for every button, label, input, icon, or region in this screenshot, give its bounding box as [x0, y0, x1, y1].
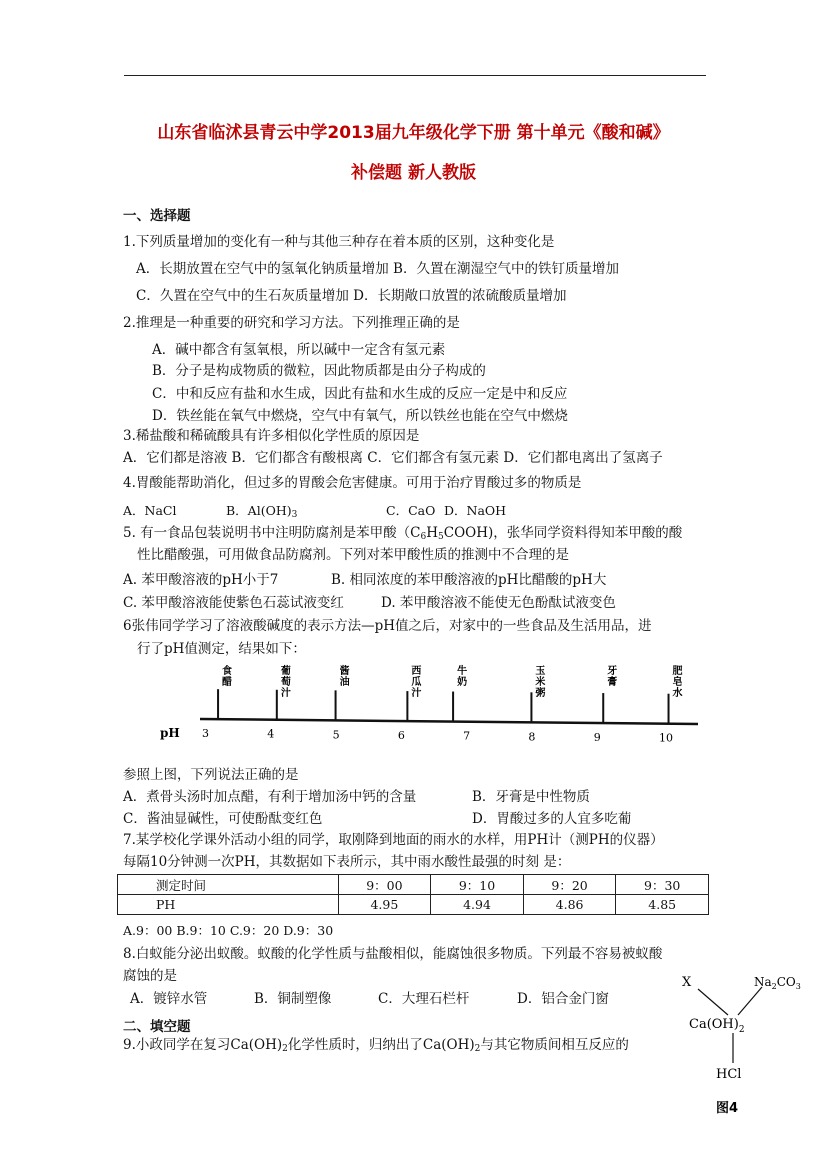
q3-stem: 3.稀盐酸和稀硫酸具有许多相似化学性质的原因是	[123, 428, 420, 444]
q8-option-c: C．大理石栏杆	[378, 991, 470, 1007]
q9-stem: 9.小政同学在复习$Ca(OH)_2$化学性质时，归纳出了$Ca(OH)_2$与其它物质间相互反应的	[123, 1037, 629, 1054]
fig4-na2co3-label: $Na_2CO_3$	[754, 975, 801, 991]
ph-tick-label: 3	[202, 727, 209, 741]
q6-option-d: D．胃酸过多的人宜多吃葡	[472, 811, 632, 827]
fig4-caption: 图4	[716, 1101, 739, 1116]
table-cell: 9：30	[616, 875, 709, 895]
table-cell: 4.85	[616, 895, 709, 915]
section-heading-choice: 一、选择题	[123, 208, 191, 224]
q5-stem-line2: 性比醋酸强，可用做食品防腐剂。下列对苯甲酸性质的推测中不合理的是	[137, 547, 569, 563]
table-cell: 9：20	[523, 875, 616, 895]
ph-item-label: 西瓜汁	[411, 666, 422, 699]
q1-options-cd: C．久置在空气中的生石灰质量增加 D．长期敞口放置的浓硫酸质量增加	[136, 288, 567, 304]
ph-axis-label: pH	[160, 726, 180, 740]
q5-stem: 5. 有一食品包装说明书中注明防腐剂是苯甲酸$(C_6H_5COOH)$，张华同学资料得知苯甲酸的酸	[123, 525, 683, 542]
q5-option-c: C. 苯甲酸溶液能使紫色石蕊试液变红	[123, 595, 344, 611]
ph-item-label: 牙膏	[607, 666, 618, 688]
table-cell: 4.86	[523, 895, 616, 915]
table-cell: 9：10	[431, 875, 524, 895]
q6-stem-line2: 行了pH值测定，结果如下：	[137, 641, 306, 657]
table-cell: 4.94	[431, 895, 524, 915]
q1-stem: 1.下列质量增加的变化有一种与其他三种存在着本质的区别，这种变化是	[123, 234, 555, 250]
table-row	[118, 895, 709, 915]
fig4-hcl-label: HCl	[716, 1067, 742, 1082]
q6-stem: 6张伟同学学习了溶液酸碱度的表示方法—pH值之后，对家中的一些食品及生活用品，进	[123, 618, 652, 634]
section-heading-fill: 二、填空题	[123, 1019, 191, 1035]
q4-option-a: A．NaCl	[123, 503, 177, 518]
q8-stem-line2: 腐蚀的是	[123, 968, 177, 984]
q6-option-b: B．牙膏是中性物质	[472, 789, 590, 805]
q2-option-d: D．铁丝能在氧气中燃烧，空气中有氧气，所以铁丝也能在空气中燃烧	[152, 408, 568, 424]
ph-tick-label: 7	[463, 729, 471, 743]
table-cell: 9：00	[338, 875, 431, 895]
q4-option-d: D．NaOH	[444, 503, 507, 518]
q6-option-c: C．酱油显碱性，可使酚酞变红色	[123, 811, 323, 827]
q8-option-a: A．镀锌水管	[130, 991, 208, 1007]
ph-tick-label: 4	[267, 727, 275, 741]
ph-item-label: 玉米粥	[535, 666, 546, 699]
ph-item-label: 葡萄汁	[280, 666, 291, 699]
q5-option-d: D. 苯甲酸溶液不能使无色酚酞试液变色	[381, 595, 616, 611]
header-rule	[124, 75, 706, 76]
fig4-line-na	[738, 987, 762, 1015]
q5-option-a: A. 苯甲酸溶液的pH小于7	[123, 572, 279, 588]
ph-tick-label: 5	[332, 728, 340, 742]
table-row	[118, 875, 709, 895]
q6-option-a: A．煮骨头汤时加点醋，有利于增加汤中钙的含量	[123, 789, 417, 805]
fig4-x-label: X	[682, 975, 692, 990]
figure-4-diagram	[676, 965, 816, 1120]
table-cell: 4.95	[338, 895, 431, 915]
page-title: 山东省临沭县青云中学2013届九年级化学下册 第十单元《酸和碱》	[157, 123, 670, 143]
ph-data-table	[117, 874, 709, 915]
ph-tick-label: 9	[593, 730, 601, 744]
fig4-center-label: $Ca(OH)_2$	[689, 1017, 745, 1035]
ph-tick-label: 8	[528, 730, 536, 744]
q2-option-a: A．碱中都含有氢氧根，所以碱中一定含有氢元素	[152, 342, 446, 358]
q8-option-d: D．铝合金门窗	[517, 991, 609, 1007]
q3-options: A．它们都是溶液 B．它们都含有酸根离 C．它们都含有氢元素 D．它们都电离出了氢离子	[123, 450, 663, 466]
q7-options: A.9：00 B.9：10 C.9：20 D.9：30	[123, 923, 334, 938]
q5-option-b: B. 相同浓度的苯甲酸溶液的pH比醋酸的pH大	[331, 572, 607, 588]
q4-option-b: B．$Al(OH)_3$	[226, 503, 298, 520]
q4-option-c: C．CaO	[386, 503, 436, 518]
q2-stem: 2.推理是一种重要的研究和学习方法。下列推理正确的是	[123, 315, 460, 331]
q6-prompt: 参照上图，下列说法正确的是	[123, 767, 299, 783]
ph-axis-line	[200, 719, 698, 724]
page-title-line2: 补偿题 新人教版	[351, 163, 476, 183]
ph-item-label: 食醋	[222, 666, 233, 688]
ph-tick-label: 6	[397, 729, 405, 743]
fig4-line-x	[698, 989, 728, 1015]
ph-item-label: 牛奶	[457, 666, 468, 688]
ph-scale-figure	[150, 662, 710, 752]
q1-options-ab: A．长期放置在空气中的氢氧化钠质量增加 B．久置在潮湿空气中的铁钉质量增加	[136, 261, 619, 277]
q8-option-b: B．铜制塑像	[254, 991, 332, 1007]
ph-tick-label: 10	[659, 731, 673, 745]
ph-item-label: 酱油	[339, 666, 350, 688]
q7-stem-line2: 每隔10分钟测一次PH，其数据如下表所示，其中雨水酸性最强的时刻 是：	[123, 854, 571, 870]
q7-stem: 7.某学校化学课外活动小组的同学，取刚降到地面的雨水的水样，用PH计（测PH的仪器）	[123, 832, 664, 848]
q2-option-c: C．中和反应有盐和水生成，因此有盐和水生成的反应一定是中和反应	[152, 386, 568, 402]
table-header-cell: 测定时间	[118, 875, 339, 895]
q8-stem: 8.白蚁能分泌出蚁酸。蚁酸的化学性质与盐酸相似，能腐蚀很多物质。下列最不容易被蚁酸	[123, 946, 663, 962]
q4-stem: 4.胃酸能帮助消化，但过多的胃酸会危害健康。可用于治疗胃酸过多的物质是	[123, 475, 582, 491]
ph-item-label: 肥皂水	[672, 666, 683, 699]
table-header-cell: PH	[118, 895, 339, 915]
q2-option-b: B．分子是构成物质的微粒，因此物质都是由分子构成的	[152, 363, 486, 379]
